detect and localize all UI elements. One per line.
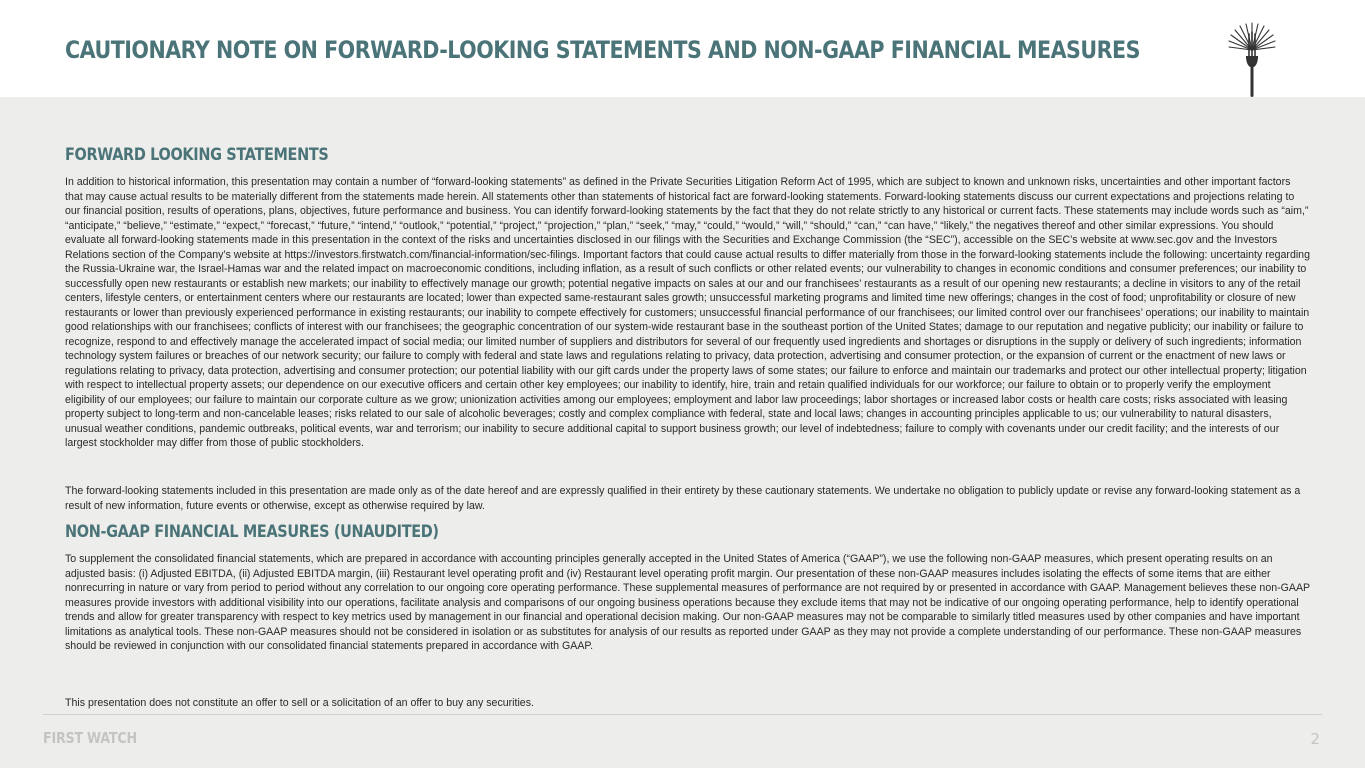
fork-sunburst-icon [1226, 20, 1278, 100]
non-gaap-heading: NON-GAAP FINANCIAL MEASURES (UNAUDITED) [65, 522, 439, 542]
forward-looking-heading: FORWARD LOOKING STATEMENTS [65, 145, 329, 165]
securities-disclaimer: This presentation does not constitute an offer to sell or a solicitation of an offer to buy any securities. [65, 697, 534, 709]
page-title: CAUTIONARY NOTE ON FORWARD-LOOKING STATEMENTS AND NON-GAAP FINANCIAL MEASURES [65, 36, 1140, 64]
non-gaap-paragraph: To supplement the consolidated financial statements, which are prepared in accordance with accounting principles generally accepted in the United States of America (“GAAP”), we use the following non-GAAP measures, which present operating results on an adjusted basis: (i) Adjusted EBITDA, (ii) Adjusted EBITDA margin, (iii) Restaurant level operating profit and (iv) Restaurant level operating profit margin. Our presentation of these non-GAAP measures includes isolating the effects of some items that are either nonrecurring in nature or vary from period to period without any correlation to our ongoing core operating performance. These supplemental measures of performance are not required by or presented in accordance with GAAP. Management believes these non-GAAP measures provide investors with additional visibility into our operations, facilitate analysis and comparisons of our ongoing business operations because they exclude items that may not be indicative of our ongoing operating performance, help to identify operational trends and allow for greater transparency with respect to key metrics used by management in our financial and operational decision making. Our non-GAAP measures may not be comparable to similarly titled measures used by other companies and have important limitations as analytical tools. These non-GAAP measures should not be considered in isolation or as substitutes for analysis of our results as reported under GAAP as they may not provide a complete understanding of our performance. These non-GAAP measures should be reviewed in conjunction with our consolidated financial statements prepared in accordance with GAAP. [65, 553, 1310, 652]
footer-brand-logo: FIRST WATCH [43, 729, 137, 747]
page-number: 2 [1310, 730, 1320, 748]
footer-divider [43, 714, 1322, 715]
forward-looking-paragraph-2: The forward-looking statements included in this presentation are made only as of the date hereof and are expressly qualified in their entirety by these cautionary statements. We undertake no obligation to publicly update or revise any forward-looking statement as a result of new information, future events or otherwise, except as otherwise required by law. [65, 485, 1301, 512]
slide-header [0, 0, 1365, 97]
forward-looking-paragraph-1: In addition to historical information, this presentation may contain a number of “forward-looking statements” as defined in the Private Securities Litigation Reform Act of 1995, which are subject to known and unknown risks, uncertainties and other important factors that may cause actual results to be materially different from the statements made herein. All statements other than statements of historical fact are forward-looking statements. Forward-looking statements discuss our current expectations and projections relating to our financial position, results of operations, plans, objectives, future performance and business. You can identify forward-looking statements by the fact that they do not relate strictly to any historical or current facts. These statements may include words such as “aim,” “anticipate,” “believe,” “estimate,” “expect,” “forecast,” “future,” “intend,” “outlook,” “potential,” “project,” “projection,” “plan,” “seek,” “may,” “could,” “would,” “will,” “should,” “can,” “can have,” “likely,” the negatives thereof and other similar expressions. You should evaluate all forward-looking statements made in this presentation in the context of the risks and uncertainties disclosed in our filings with the Securities and Exchange Commission (the “SEC”), accessible on the SEC’s website at www.sec.gov and the Investors Relations section of the Company’s website at https://investors.firstwatch.com/financial-information/sec-filings. Important factors that could cause actual results to differ materially from those in the forward-looking statements include the following: uncertainty regarding the Russia-Ukraine war, the Israel-Hamas war and the related impact on macroeconomic conditions, including inflation, as a result of such conflicts or other related events; our vulnerability to changes in economic conditions and consumer preferences; our inability to successfully open new restaurants or establish new markets; our inability to effectively manage our growth; potential negative impacts on sales at our and our franchisees’ restaurants as a result of our opening new restaurants; a decline in visitors to any of the retail centers, lifestyle centers, or entertainment centers where our restaurants are located; lower than expected same-restaurant sales growth; unsuccessful marketing programs and limited time new offerings; changes in the cost of food; unprofitability or closure of new restaurants or lower than previously experienced performance in existing restaurants; our inability to compete effectively for customers; unsuccessful financial performance of our franchisees; our limited control over our franchisees’ operations; our inability to maintain good relationships with our franchisees; conflicts of interest with our franchisees; the geographic concentration of our system-wide restaurant base in the southeast portion of the United States; damage to our reputation and negative publicity; our inability or failure to recognize, respond to and effectively manage the accelerated impact of social media; our limited number of suppliers and distributors for several of our frequently used ingredients and shortages or disruptions in the supply or delivery of such ingredients; information technology system failures or breaches of our network security; our failure to comply with federal and state laws and regulations relating to privacy, data protection, advertising and consumer protection, or the expansion of current or the enactment of new laws or regulations relating to privacy, data protection, advertising and consumer protection; our potential liability with our gift cards under the property laws of some states; our failure to enforce and maintain our trademarks and protect our other intellectual property; litigation with respect to intellectual property assets; our dependence on our executive officers and certain other key employees; our inability to identify, hire, train and retain qualified individuals for our workforce; our failure to obtain or to properly verify the employment eligibility of our employees; our failure to maintain our corporate culture as we grow; unionization activities among our employees; employment and labor law proceedings; labor shortages or increased labor costs or health care costs; risks associated with leasing property subject to long-term and non-cancelable leases; risks related to our sale of alcoholic beverages; costly and complex compliance with federal, state and local laws; changes in accounting principles applicable to us; our vulnerability to natural disasters, unusual weather conditions, pandemic outbreaks, political events, war and terrorism; our inability to secure additional capital to support business growth; our level of indebtedness; failure to comply with covenants under our credit facility; and the interests of our largest stockholder may differ from those of public stockholders. [65, 176, 1310, 449]
